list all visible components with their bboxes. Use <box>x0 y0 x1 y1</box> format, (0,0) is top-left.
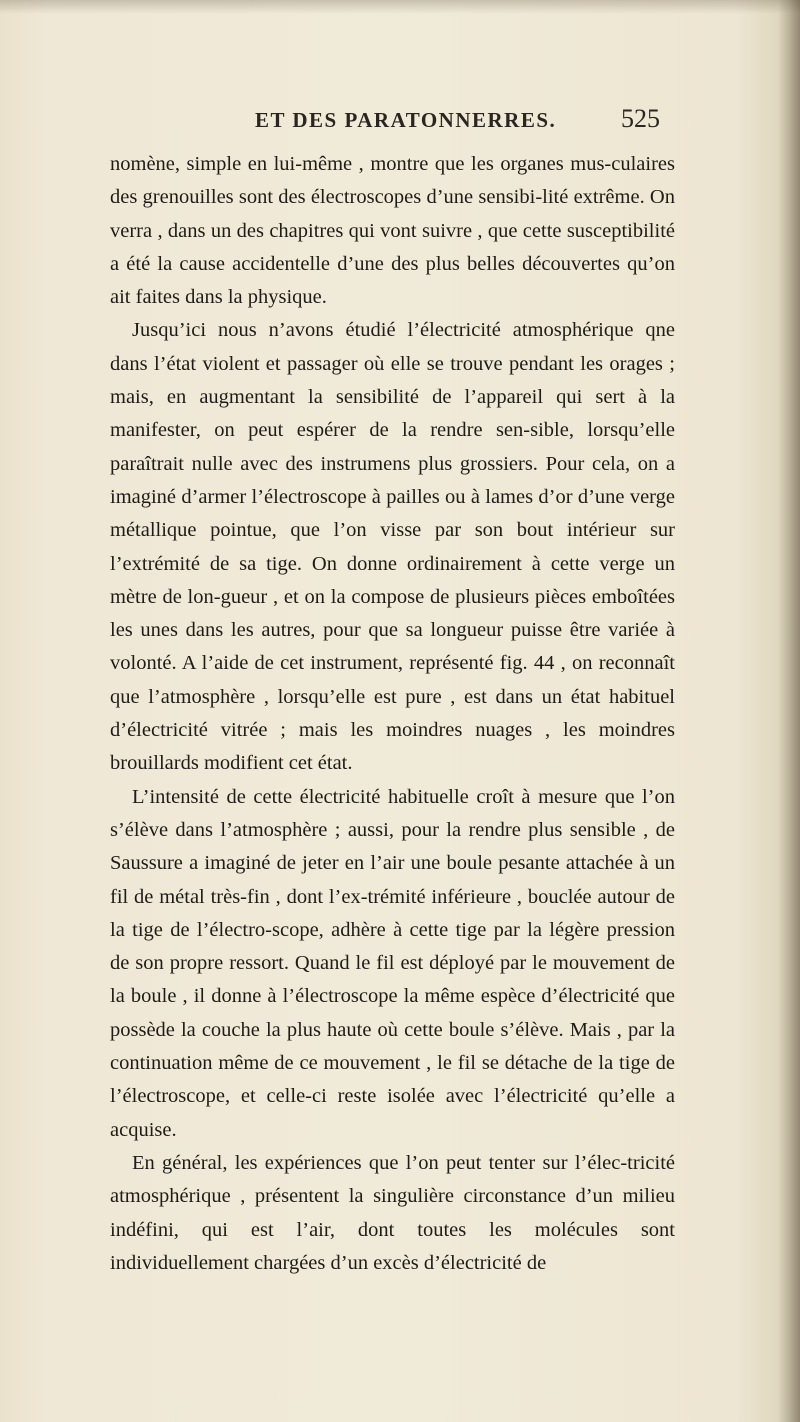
paragraph-4: En général, les expériences que l’on peut tenter sur l’élec-tricité atmosphérique , présentent la singulière circonstance d’un milieu indéfini, qui est l’air, dont toutes les molécules sont individuellement chargées d’un excès d’électricité de <box>110 1151 675 1274</box>
running-head: ET DES PARATONNERRES. <box>255 108 557 132</box>
paragraph-2: Jusqu’ici nous n’avons étudié l’électricité atmosphérique qne dans l’état violent et passager où elle se trouve pendant les orages ; mais, en augmentant la sensibilité de l’appareil qui sert à la manifester, on peut espérer de la rendre sen-sible, lorsqu’elle paraîtrait nulle avec des instrumens plus grossiers. Pour cela, on a imaginé d’armer l’électroscope à pailles ou à lames d’or d’une verge métallique pointue, que l’on visse par son bout intérieur sur l’extrémité de sa tige. On donne ordinairement à cette verge un mètre de lon-gueur , et on la compose de plusieurs pièces emboîtées les unes dans les autres, pour que sa longueur puisse être variée à volonté. A l’aide de cet instrument, représenté fig. 44 , on reconnaît que l’atmosphère , lorsqu’elle est pure , est dans un état habituel d’électricité vitrée ; mais les moindres nuages , les moindres brouillards modifient cet état. <box>110 319 675 775</box>
page-number: 525 <box>621 104 660 133</box>
page-spine-shadow <box>778 0 800 1422</box>
page-header <box>110 102 660 136</box>
page-top-edge <box>0 0 800 14</box>
body-text <box>110 148 675 1280</box>
paragraph-3: L’intensité de cette électricité habituelle croît à mesure que l’on s’élève dans l’atmosphère ; aussi, pour la rendre plus sensible , de Saussure a imaginé de jeter en l’air une boule pesante attachée à un fil de métal très-fin , dont l’ex-trémité inférieure , bouclée autour de la tige de l’électro-scope, adhère à cette tige par la légère pression de son propre ressort. Quand le fil est déployé par le mouvement de la boule , il donne à l’électroscope la même espèce d’électricité que possède la couche la plus haute où cette boule s’élève. Mais , par la continuation même de ce mouvement , le fil se détache de la tige de l’électroscope, et celle-ci reste isolée avec l’électricité qu’elle a acquise. <box>110 785 675 1141</box>
paragraph-1: nomène, simple en lui-même , montre que les organes mus-culaires des grenouilles sont des électroscopes d’une sensibi-lité extrême. On verra , dans un des chapitres qui vont suivre , que cette susceptibilité a été la cause accidentelle d’une des plus belles découvertes qu’on ait faites dans la physique. <box>110 153 675 309</box>
